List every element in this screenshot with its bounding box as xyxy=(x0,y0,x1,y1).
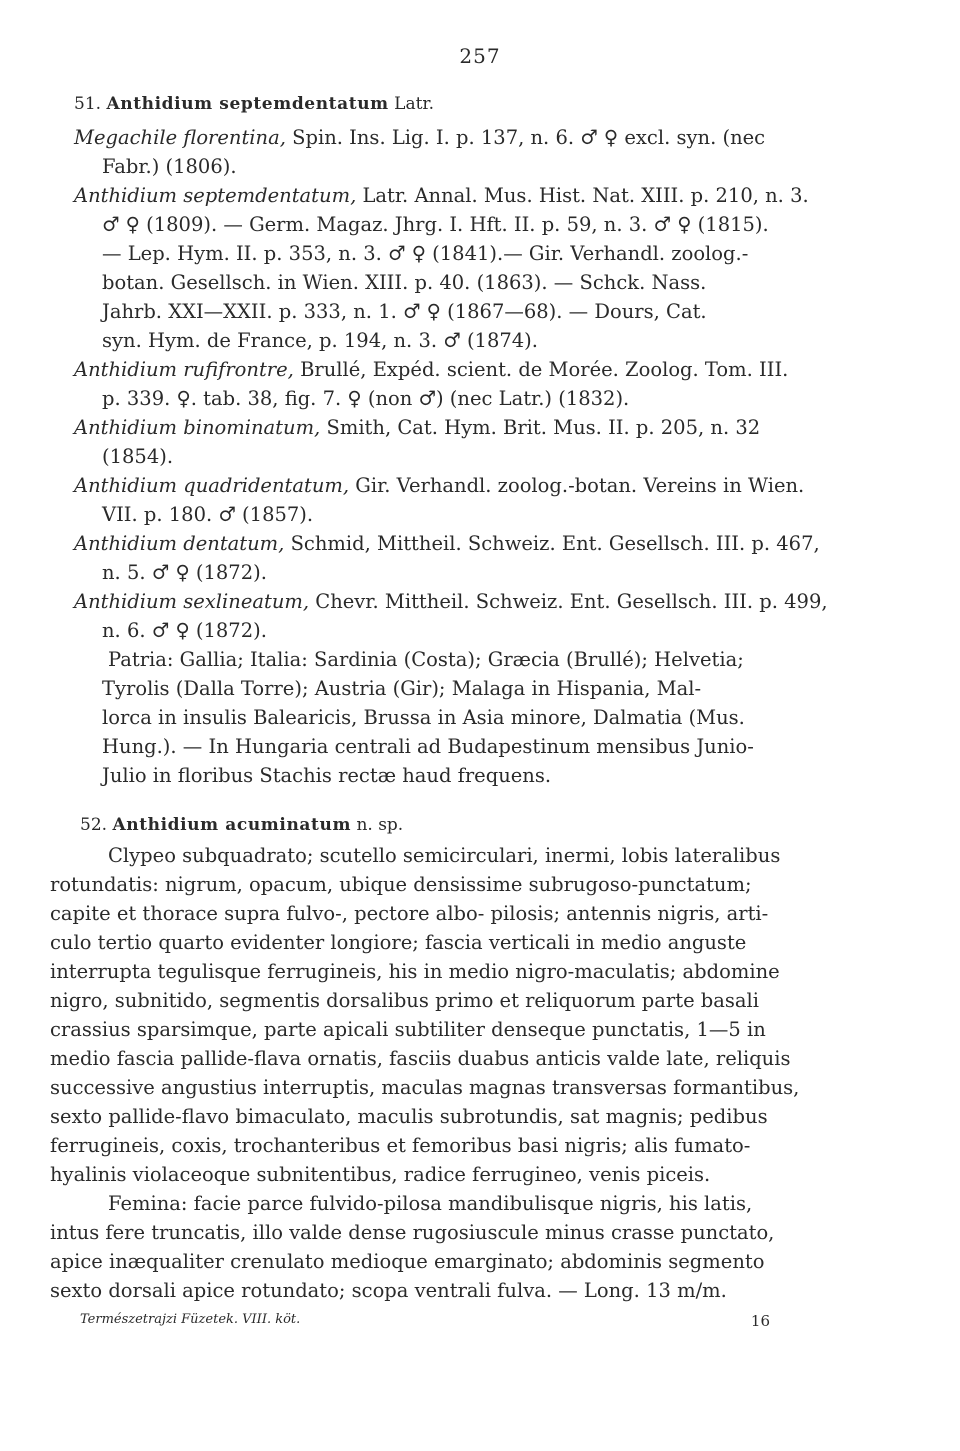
text-line xyxy=(102,442,173,471)
text-line xyxy=(102,500,313,529)
species-number: 51. xyxy=(74,94,102,114)
text-line xyxy=(102,268,706,297)
text-line: hyalinis violaceoque subnitentibus, radice ferrugineo, venis piceis. xyxy=(50,1163,711,1186)
text-line: intus fere truncatis, illo valde dense rugosiuscule minus crasse punctato, xyxy=(50,1221,775,1244)
text-line xyxy=(102,558,267,587)
taxon-name: Anthidium dentatum, xyxy=(74,532,285,555)
text-line xyxy=(102,210,769,239)
text-line xyxy=(74,413,760,442)
taxon-name: Anthidium quadridentatum, xyxy=(74,474,350,497)
page-footer xyxy=(80,1312,770,1336)
text-line xyxy=(74,123,765,152)
citation-text: Tyrolis (Dalla Torre); Austria (Gir); Malaga in Hispania, Mal- xyxy=(102,677,702,700)
citation-text: ♂ ♀ (1809). — Germ. Magaz. Jhrg. I. Hft. II. p. 59, n. 3. ♂ ♀ (1815). xyxy=(102,213,769,236)
text-line xyxy=(102,384,629,413)
citation-text: p. 339. ♀. tab. 38, fig. 7. ♀ (non ♂) (nec Latr.) (1832). xyxy=(102,387,630,410)
text-line xyxy=(74,471,804,500)
species-52-heading xyxy=(80,811,403,840)
text-line: successive angustius interruptis, maculas magnas transversas formantibus, xyxy=(50,1076,800,1099)
text-line: sexto dorsali apice rotundato; scopa ventrali fulva. — Long. 13 m/m. xyxy=(50,1279,727,1302)
citation-text: (1854). xyxy=(102,445,174,468)
citation-text: Patria: Gallia; Italia: Sardinia (Costa); Græcia (Brullé); Helvetia; xyxy=(108,648,744,671)
text-line xyxy=(102,703,745,732)
species-author: Latr. xyxy=(394,94,435,114)
citation-text: Smith, Cat. Hym. Brit. Mus. II. p. 205, n. 32 xyxy=(320,416,761,439)
citation-text: Fabr.) (1806). xyxy=(102,155,237,178)
text-line: Femina: facie parce fulvido-pilosa mandibulisque nigris, his latis, xyxy=(108,1192,753,1215)
taxon-name: Anthidium sexlineatum, xyxy=(74,590,310,613)
citation-text: n. 5. ♂ ♀ (1872). xyxy=(102,561,267,584)
species-51-heading xyxy=(74,90,434,119)
text-line: apice inæqualiter crenulato medioque emarginato; abdominis segmento xyxy=(50,1250,765,1273)
citation-text: n. 6. ♂ ♀ (1872). xyxy=(102,619,267,642)
text-line xyxy=(102,616,267,645)
citation-text: Julio in floribus Stachis rectæ haud frequens. xyxy=(102,764,552,787)
text-line xyxy=(108,645,744,674)
citation-text: syn. Hym. de France, p. 194, n. 3. ♂ (1874). xyxy=(102,329,538,352)
text-line: sexto pallide-flavo bimaculato, maculis subrotundis, sat magnis; pedibus xyxy=(50,1105,768,1128)
text-line xyxy=(74,587,828,616)
citation-text: VII. p. 180. ♂ (1857). xyxy=(102,503,314,526)
text-line xyxy=(74,529,820,558)
species-name: Anthidium acuminatum xyxy=(112,815,352,835)
citation-text: Latr. Annal. Mus. Hist. Nat. XIII. p. 210, n. 3. xyxy=(356,184,809,207)
text-line: culo tertio quarto evidenter longiore; fascia verticali in medio anguste xyxy=(50,931,747,954)
journal-title: Természetrajzi Füzetek. VIII. köt. xyxy=(80,1312,301,1327)
taxon-name: Anthidium rufifrontre, xyxy=(74,358,294,381)
species-number: 52. xyxy=(80,815,108,835)
taxon-name: Anthidium binominatum, xyxy=(74,416,321,439)
citation-text: Chevr. Mittheil. Schweiz. Ent. Gesellsch. III. p. 499, xyxy=(309,590,828,613)
text-line xyxy=(102,732,754,761)
citation-text: Schmid, Mittheil. Schweiz. Ent. Gesellsch. III. p. 467, xyxy=(284,532,820,555)
taxon-name: Anthidium septemdentatum, xyxy=(74,184,357,207)
taxon-name: Megachile florentina, xyxy=(74,126,286,149)
text-line xyxy=(102,674,701,703)
text-line xyxy=(102,761,551,790)
text-line: nigro, subnitido, segmentis dorsalibus primo et reliquorum parte basali xyxy=(50,989,760,1012)
page-number: 257 xyxy=(459,44,501,68)
text-line: rotundatis: nigrum, opacum, ubique densissime subrugoso-punctatum; xyxy=(50,873,752,896)
text-line xyxy=(102,326,538,355)
citation-text: botan. Gesellsch. in Wien. XIII. p. 40. (1863). — Schck. Nass. xyxy=(102,271,707,294)
text-line: capite et thorace supra fulvo-, pectore albo- pilosis; antennis nigris, arti- xyxy=(50,902,769,925)
citation-text: Hung.). — In Hungaria centrali ad Budapestinum mensibus Junio- xyxy=(102,735,754,758)
text-line xyxy=(74,181,809,210)
citation-text: Brullé, Expéd. scient. de Morée. Zoolog. Tom. III. xyxy=(293,358,789,381)
text-line xyxy=(102,152,237,181)
citation-text: Gir. Verhandl. zoolog.-botan. Vereins in Wien. xyxy=(349,474,805,497)
citation-text: lorca in insulis Balearicis, Brussa in Asia minore, Dalmatia (Mus. xyxy=(102,706,745,729)
text-line: interrupta tegulisque ferrugineis, his in medio nigro-maculatis; abdomine xyxy=(50,960,780,983)
citation-text: Spin. Ins. Lig. I. p. 137, n. 6. ♂ ♀ excl. syn. (nec xyxy=(285,126,766,149)
citation-text: — Lep. Hym. II. p. 353, n. 3. ♂ ♀ (1841).— Gir. Verhandl. zoolog.- xyxy=(102,242,749,265)
species-author: n. sp. xyxy=(356,815,404,835)
signature-mark: 16 xyxy=(750,1312,770,1330)
text-line xyxy=(102,297,707,326)
text-line: Clypeo subquadrato; scutello semicirculari, inermi, lobis lateralibus xyxy=(108,844,781,867)
text-line: medio fascia pallide-flava ornatis, fasciis duabus anticis valde late, reliquis xyxy=(50,1047,791,1070)
species-name: Anthidium septemdentatum xyxy=(106,94,389,114)
citation-text: Jahrb. XXI—XXII. p. 333, n. 1. ♂ ♀ (1867—68). — Dours, Cat. xyxy=(102,300,707,323)
text-line xyxy=(74,355,788,384)
text-line: ferrugineis, coxis, trochanteribus et femoribus basi nigris; alis fumato- xyxy=(50,1134,751,1157)
text-line: crassius sparsimque, parte apicali subtiliter denseque punctatis, 1—5 in xyxy=(50,1018,766,1041)
text-line xyxy=(102,239,748,268)
